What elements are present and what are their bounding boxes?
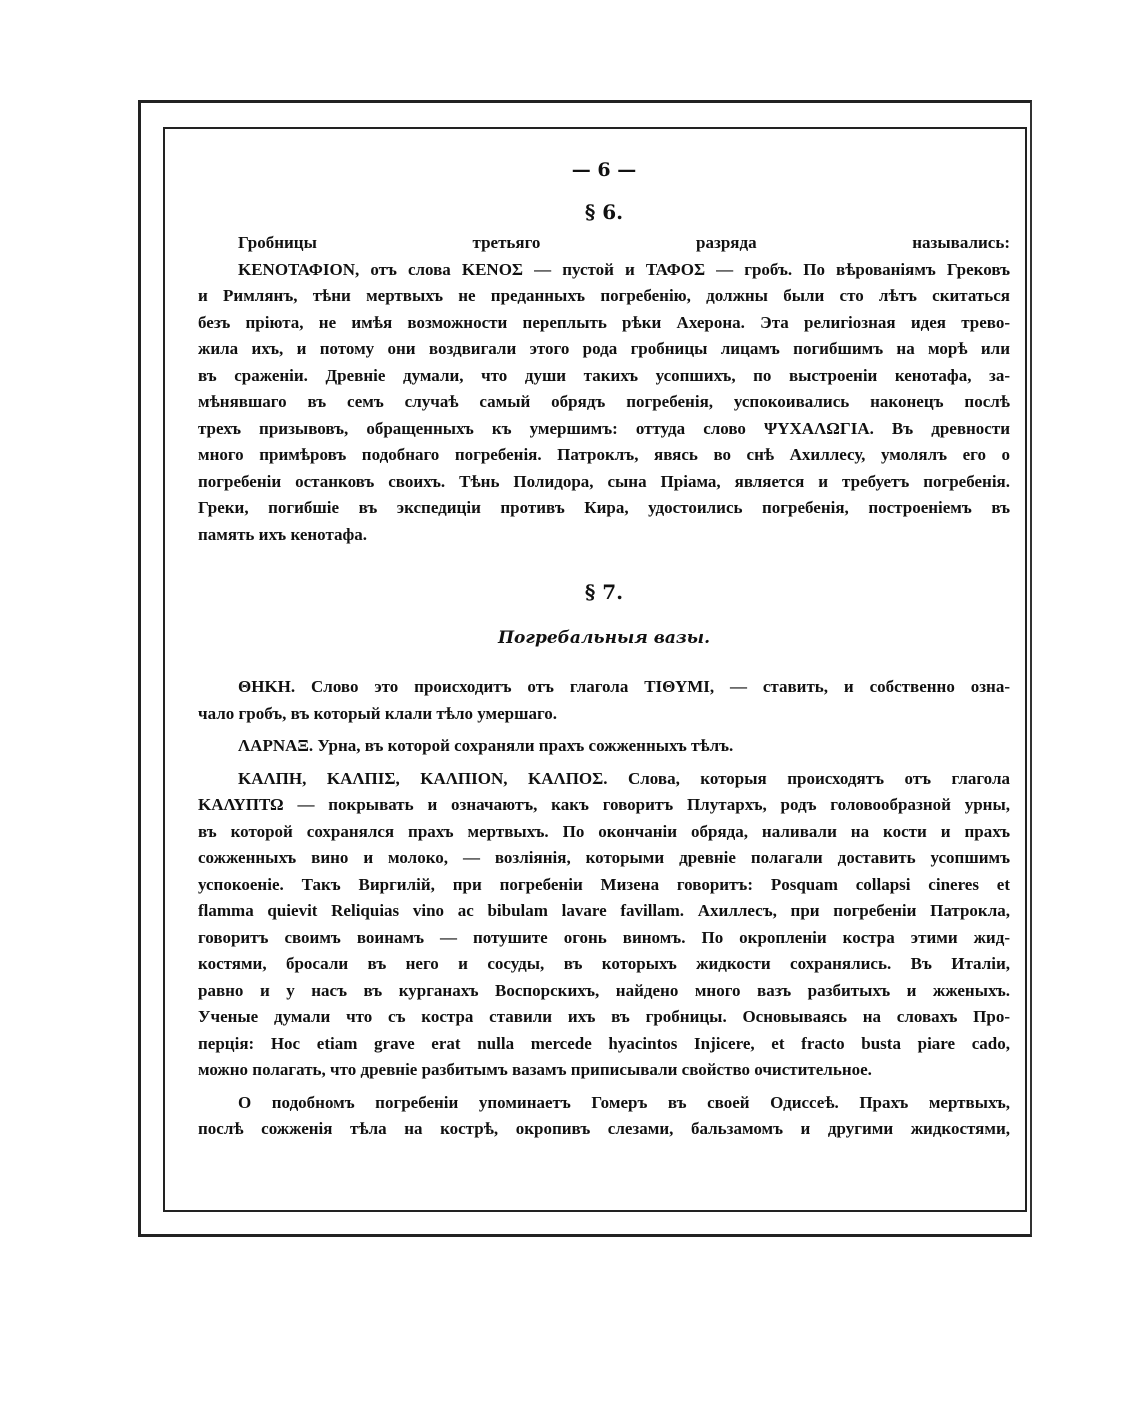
section-6-heading: § 6. (584, 200, 624, 224)
text-line: послѣ сожженія тѣла на кострѣ, окропивъ слезами, бальзамомъ и другими жидкостями, (198, 1119, 1010, 1138)
text-line: ΚΑΛΥΠΤΩ — покрывать и означаютъ, какъ говоритъ Плутархъ, родъ головообразной урны, (198, 795, 1010, 814)
text-line: flamma quievit Reliquias vino ac bibulam lavare favillam. Ахиллесъ, при погребеніи Патрокла, (198, 901, 1010, 920)
text-line: ΛΑΡΝΑΞ. Урна, въ которой сохраняли прахъ сожженныхъ тѣлъ. (238, 736, 734, 755)
text-line: ΚΑΛΠΗ, ΚΑΛΠΙΣ, ΚΑΛΠΙΟΝ, ΚΑΛΠΟΣ. Слова, которыя происходятъ отъ глагола (238, 768, 1010, 788)
text-line: Гробницы третьяго разряда назывались: (238, 233, 1010, 252)
page-number: — 6 — (571, 159, 637, 181)
text-line: память ихъ кенотафа. (198, 524, 368, 544)
text-line: костями, бросали въ него и сосуды, въ которыхъ жидкости сохранялись. Въ Италіи, (198, 954, 1010, 973)
text-line: успокоеніе. Такъ Виргилій, при погребеніи Мизена говоритъ: Posquam collapsi cineres et (198, 874, 1010, 894)
text-line: въ которой сохранялся прахъ мертвыхъ. По окончаніи обряда, наливали на кости и прахъ (198, 821, 1010, 841)
section-6-text (198, 230, 1010, 548)
text-line: перція: Hoc etiam grave erat nulla mercede hyacintos Injicere, et fracto busta piare cado, (198, 1033, 1010, 1053)
text-line: мѣнявшаго въ семъ случаѣ самый обрядъ погребенія, успокоивались наконецъ послѣ (198, 392, 1010, 411)
text-line: сожженныхъ вино и молоко, — возліянія, которыми древніе полагали доставить усопшимъ (198, 848, 1010, 867)
text-line: много примѣровъ подобнаго погребенія. Патроклъ, явясь во снѣ Ахиллесу, умолялъ его о (198, 445, 1010, 464)
page-content (198, 150, 1010, 1143)
text-line: Ученые думали что съ костра ставили ихъ въ гробницы. Основываясь на словахъ Про- (198, 1007, 1010, 1026)
text-line: чало гробъ, въ который клали тѣло умершаго. (198, 703, 558, 723)
text-line: и Римлянъ, тѣни мертвыхъ не преданныхъ погребенію, должны были сто лѣтъ скитаться (198, 286, 1010, 305)
text-line: погребеніи останковъ своихъ. Тѣнь Полидора, сына Пріама, является и требуетъ погребенія. (198, 471, 1010, 491)
section-7-heading: § 7. (584, 580, 624, 604)
text-line: ΚΕΝΟΤΑΦΙΟΝ, отъ слова ΚΕΝΟΣ — пустой и ΤΑΦΟΣ — гробъ. По вѣрованіямъ Грековъ (238, 259, 1010, 279)
text-line: въ сраженіи. Древніе думали, что души такихъ усопшихъ, по выстроеніи кенотафа, за- (198, 365, 1010, 385)
text-line: трехъ призывовъ, обращенныхъ къ умершимъ: оттуда слово ΨΥΧΑΛΩΓΙΑ. Въ древности (198, 418, 1010, 438)
text-line: О подобномъ погребеніи упоминаетъ Гомеръ въ своей Одиссеѣ. Прахъ мертвыхъ, (238, 1092, 1010, 1112)
text-line: можно полагать, что древніе разбитымъ вазамъ приписывали свойство очистительное. (198, 1060, 872, 1079)
text-line: Греки, погибшіе въ экспедиціи противъ Кира, удостоились погребенія, построеніемъ въ (198, 498, 1010, 517)
text-line: равно и у насъ въ курганахъ Воспорскихъ, найдено много вазъ разбитыхъ и жженыхъ. (198, 980, 1010, 1000)
text-line: безъ пріюта, не имѣя возможности переплыть рѣки Ахерона. Эта религіозная идея трево- (198, 312, 1010, 332)
section-7-text (198, 674, 1010, 1143)
text-line: жила ихъ, и потому они воздвигали этого рода гробницы лицамъ погибшимъ на морѣ или (198, 339, 1010, 358)
text-line: говоритъ своимъ воинамъ — потушите огонь виномъ. По окропленіи костра этими жид- (198, 927, 1010, 947)
text-line: ΘΗΚΗ. Слово это происходитъ отъ глагола ΤΙΘΥΜΙ, — ставить, и собственно озна- (238, 677, 1010, 696)
section-7-subtitle: Погребальныя вазы. (497, 628, 710, 648)
